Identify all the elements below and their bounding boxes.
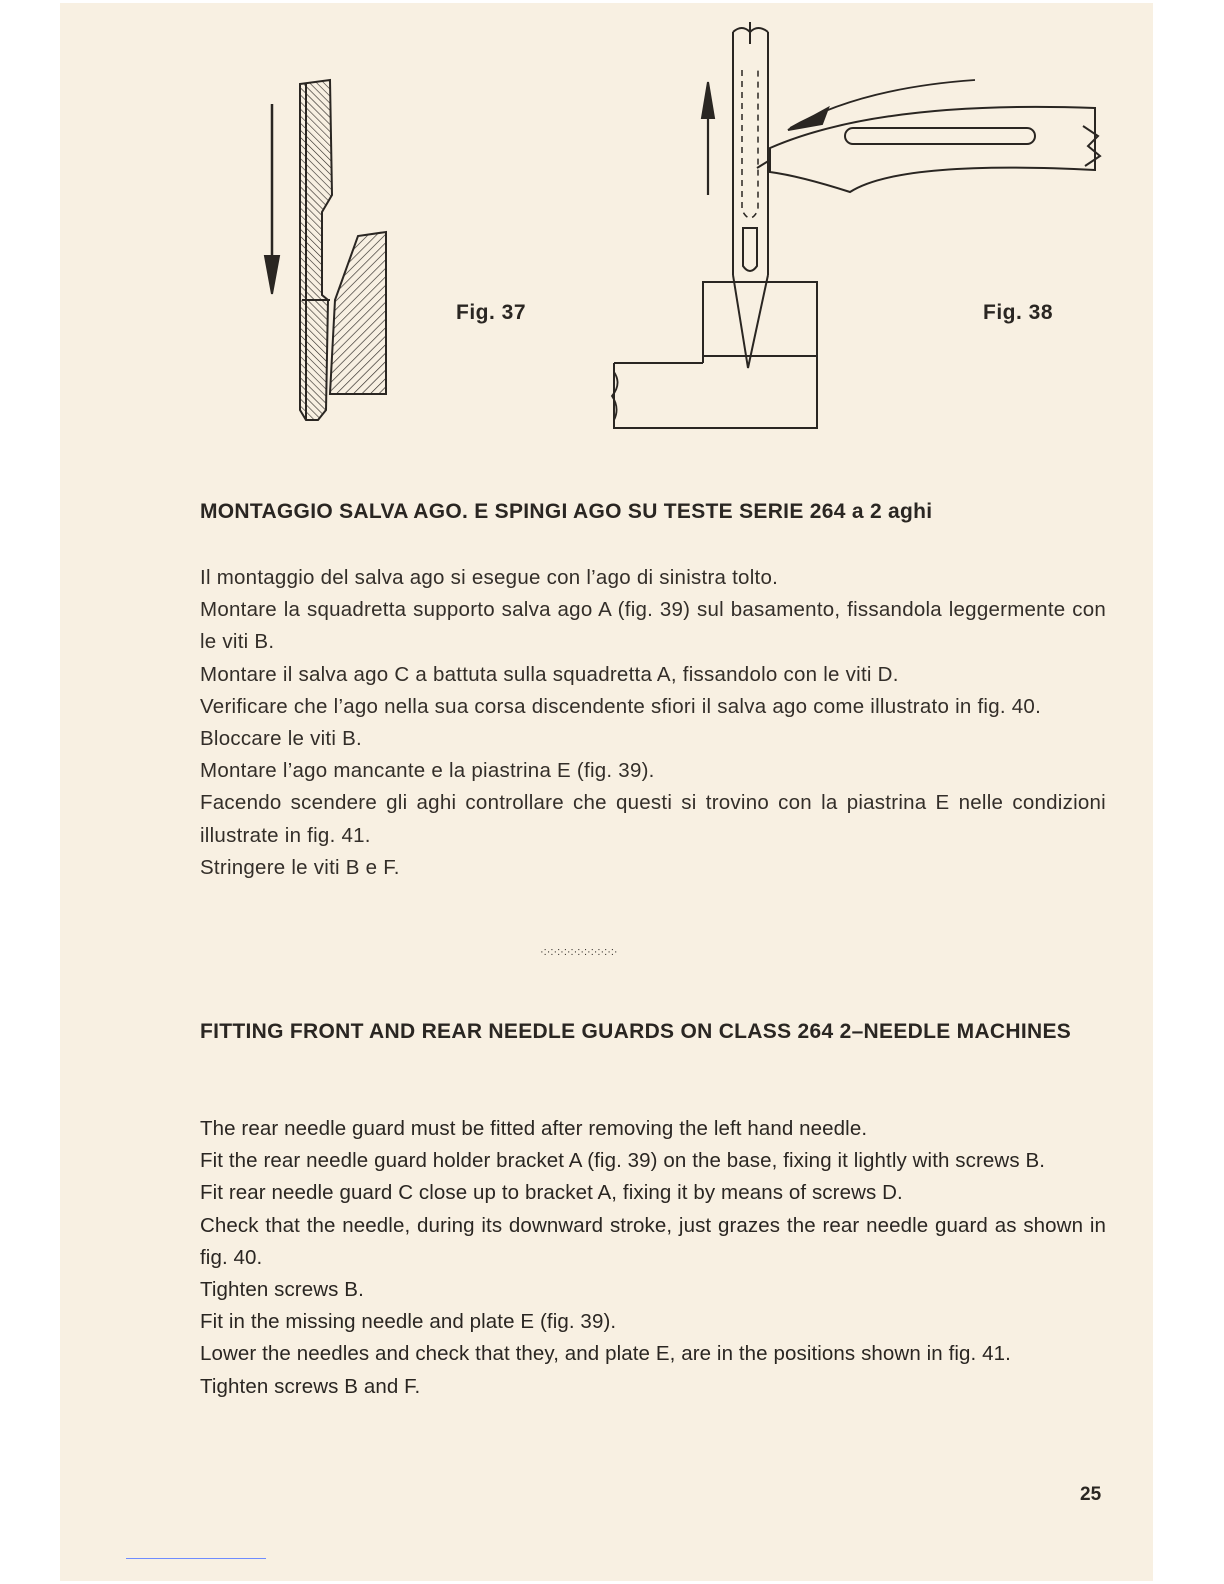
section-separator: ·:·:·:·:·:·:·:·:·:·:·:·	[540, 946, 618, 958]
fig38-drawing	[612, 22, 1100, 428]
english-section-title: FITTING FRONT AND REAR NEEDLE GUARDS ON CLASS 264 2–NEEDLE MACHINES	[200, 1020, 1072, 1043]
italian-section-body	[200, 562, 1106, 884]
english-paragraph: Lower the needles and check that they, and plate E, are in the positions shown in fig. 41.	[200, 1342, 1011, 1366]
italian-section-title-block	[200, 496, 1106, 527]
fig37-drawing	[265, 80, 386, 420]
english-paragraph: Fit the rear needle guard holder bracket A (fig. 39) on the base, fixing it lightly with screws B.	[200, 1149, 1046, 1173]
italian-section-title: MONTAGGIO SALVA AGO. E SPINGI AGO SU TESTE SERIE 264 a 2 aghi	[200, 500, 933, 523]
english-section-title-block	[200, 1016, 1106, 1047]
english-paragraph: Tighten screws B and F.	[200, 1374, 421, 1398]
page-number: 25	[1080, 1484, 1102, 1505]
english-section-body	[200, 1113, 1106, 1403]
italian-paragraph: Facendo scendere gli aghi controllare che questi si trovino con la piastrina E nelle condizioni illustrate in fig. 41.	[200, 791, 1106, 847]
italian-paragraph: Stringere le viti B e F.	[200, 855, 400, 879]
italian-paragraph: Montare il salva ago C a battuta sulla squadretta A, fissandolo con le viti D.	[200, 662, 899, 686]
fig38-caption: Fig. 38	[983, 301, 1054, 324]
italian-paragraph: Bloccare le viti B.	[200, 727, 362, 751]
italian-paragraph: Montare l’ago mancante e la piastrina E (fig. 39).	[200, 759, 655, 783]
english-paragraph: Check that the needle, during its downward stroke, just grazes the rear needle guard as shown in fig. 40.	[200, 1213, 1106, 1269]
fig37-caption: Fig. 37	[456, 301, 527, 324]
italian-paragraph: Il montaggio del salva ago si esegue con l’ago di sinistra tolto.	[200, 566, 779, 589]
english-paragraph: Fit rear needle guard C close up to bracket A, fixing it by means of screws D.	[200, 1181, 903, 1205]
english-paragraph: Tighten screws B.	[200, 1278, 364, 1302]
english-paragraph: The rear needle guard must be fitted after removing the left hand needle.	[200, 1117, 868, 1140]
italian-paragraph: Montare la squadretta supporto salva ago A (fig. 39) sul basamento, fissandola leggermente con le viti B.	[200, 598, 1106, 654]
footnote-rule	[126, 1558, 266, 1559]
italian-paragraph: Verificare che l’ago nella sua corsa discendente sfiori il salva ago come illustrato in fig. 40.	[200, 694, 1042, 718]
figures-illustration	[0, 0, 1224, 460]
figures-area	[0, 0, 1224, 460]
english-paragraph: Fit in the missing needle and plate E (fig. 39).	[200, 1310, 617, 1334]
